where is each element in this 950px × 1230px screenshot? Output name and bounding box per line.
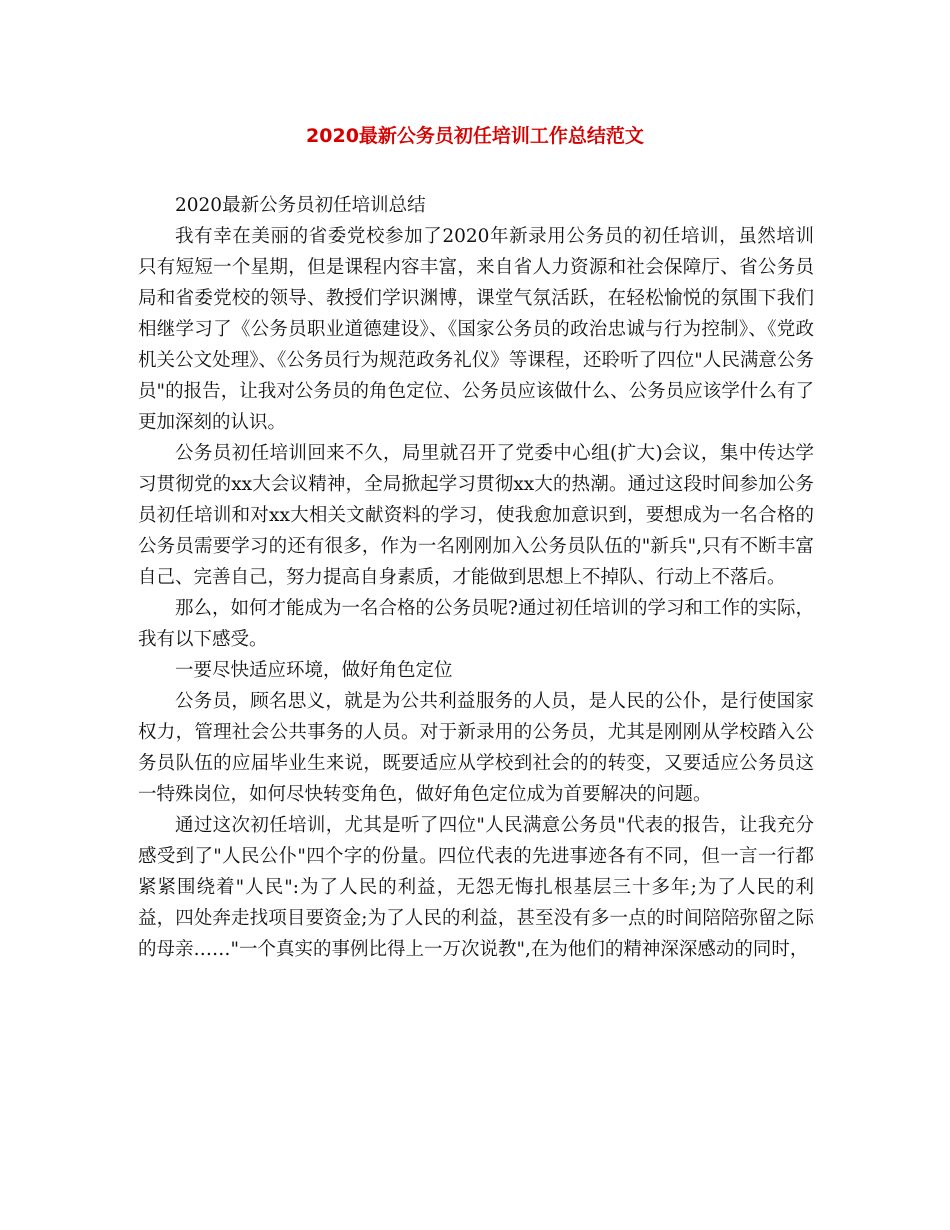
- paragraph: 公务员初任培训回来不久，局里就召开了党委中心组(扩大)会议，集中传达学习贯彻党的xx大会议精神，全局掀起学习贯彻xx大的热潮。通过这段时间参加公务员初任培训和对xx大相关文献资料的学习，使我愈加意识到，要想成为一名合格的公务员需要学习的还有很多，作为一名刚刚加入公务员队伍的"新兵",只有不断丰富自己、完善自己，努力提高自身素质，才能做到思想上不掉队、行动上不落后。: [138, 443, 814, 588]
- document-subtitle: 2020最新公务员初任培训总结: [175, 195, 426, 216]
- section-heading: 一要尽快适应环境，做好角色定位: [175, 660, 453, 681]
- paragraph: 那么，如何才能成为一名合格的公务员呢?通过初任培训的学习和工作的实际，我有以下感受。: [138, 598, 814, 650]
- paragraph: 通过这次初任培训，尤其是听了四位"人民满意公务员"代表的报告，让我充分感受到了"人民公仆"四个字的份量。四位代表的先进事迹各有不同，但一言一行都紧紧围绕着"人民":为了人民的利益，无怨无悔扎根基层三十多年;为了人民的利益，四处奔走找项目要资金;为了人民的利益，甚至没有多一点的时间陪陪弥留之际的母亲……"一个真实的事例比得上一万次说教",在为他们的精神深深感动的同时，: [138, 815, 814, 960]
- paragraph: 我有幸在美丽的省委党校参加了2020年新录用公务员的初任培训，虽然培训只有短短一个星期，但是课程内容丰富，来自省人力资源和社会保障厅、省公务员局和省委党校的领导、教授们学识渊博，课堂气氛活跃，在轻松愉悦的氛围下我们相继学习了《公务员职业道德建设》、《国家公务员的政治忠诚与行为控制》、《党政机关公文处理》、《公务员行为规范政务礼仪》等课程，还聆听了四位"人民满意公务员"的报告，让我对公务员的角色定位、公务员应该做什么、公务员应该学什么有了更加深刻的认识。: [138, 226, 814, 433]
- document-title: 2020最新公务员初任培训工作总结范文: [306, 125, 644, 147]
- paragraph: 公务员，顾名思义，就是为公共利益服务的人员，是人民的公仆，是行使国家权力，管理社会公共事务的人员。对于新录用的公务员，尤其是刚刚从学校踏入公务员队伍的应届毕业生来说，既要适应从学校到社会的的转变，又要适应公务员这一特殊岗位，如何尽快转变角色，做好角色定位成为首要解决的问题。: [138, 691, 814, 805]
- document-body: [138, 190, 814, 965]
